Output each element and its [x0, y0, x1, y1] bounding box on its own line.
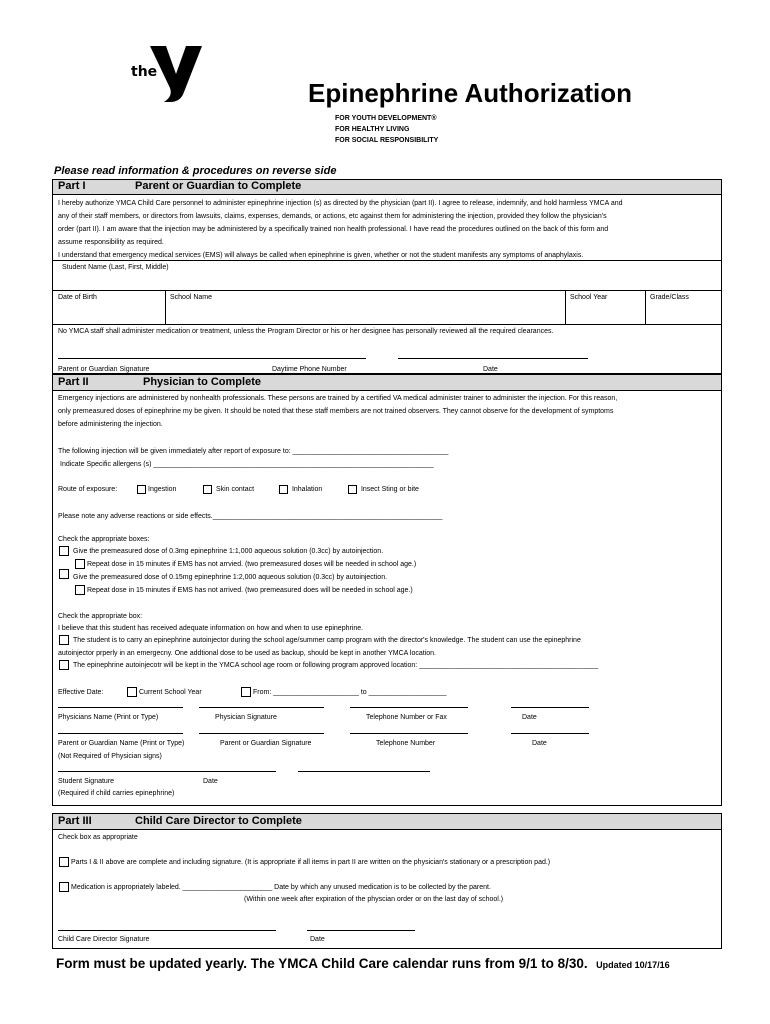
- phys-sig-line[interactable]: [199, 707, 324, 708]
- school-year-field[interactable]: School Year: [570, 294, 608, 301]
- page-title: Epinephrine Authorization: [308, 78, 633, 108]
- student-name-field[interactable]: Student Name (Last, First, Middle): [62, 264, 169, 271]
- part3-title: Child Care Director to Complete: [135, 815, 302, 827]
- part1-title: Parent or Guardian to Complete: [135, 180, 302, 192]
- part1-date-line[interactable]: [398, 358, 588, 359]
- part2-paragraph: [58, 392, 617, 431]
- allergens-line[interactable]: Indicate Specific allergens (s) ________________________________________________________________________: [60, 461, 434, 468]
- footer-main: Form must be updated yearly. The YMCA Child Care calendar runs from 9/1 to 8/30.: [56, 956, 588, 971]
- phys-name-line[interactable]: [58, 707, 183, 708]
- read-info: Please read information & procedures on reverse side: [54, 165, 337, 177]
- part1-date-label: Date: [483, 366, 498, 373]
- parent-sig-label: Parent or Guardian Signature: [58, 366, 150, 373]
- dose2-text: Give the premeasured dose of 0.15mg epinephrine 1:2,000 aqueous solution (0.3cc) by autoinjection.: [73, 574, 388, 581]
- no-ymca-note: No YMCA staff shall administer medication or treatment, unless the Program Director or his or her designee has personally reviewed all the required clearances.: [58, 328, 554, 335]
- phys-date-label: Date: [522, 714, 537, 721]
- parts-checkbox[interactable]: [59, 857, 69, 867]
- dose1-text: Give the premeasured dose of 0.3mg epinephrine 1:1,000 aqueous solution (0.3cc) by autoinjection.: [73, 548, 384, 555]
- phone-fax-label: Telephone Number or Fax: [366, 714, 447, 721]
- daytime-phone-label: Daytime Phone Number: [272, 366, 347, 373]
- route-label: Route of exposure:: [58, 486, 118, 493]
- director-date-label: Date: [310, 936, 325, 943]
- repeat2-checkbox[interactable]: [75, 585, 85, 595]
- carry-checkbox[interactable]: [59, 635, 69, 645]
- from-to-line[interactable]: From: ______________________ to ____________________: [253, 689, 447, 696]
- student-sig-label: Student Signature: [58, 778, 115, 785]
- part2-para-line: Emergency injections are administered by nonhealth professionals. These persons are trained by a certified VA medical administer trainer to administer the injection. For this reason,: [58, 395, 618, 402]
- part2-header: [53, 375, 721, 390]
- checkbox-icon[interactable]: [348, 485, 357, 494]
- director-date-line[interactable]: [307, 930, 415, 931]
- taglines: [335, 113, 438, 146]
- labeled-text[interactable]: Medication is appropriately labeled. _______________________ Date by which any unused medication is to be collected by the parent.: [71, 884, 491, 891]
- logo-the-text: the: [131, 64, 158, 80]
- phys-date-line[interactable]: [511, 707, 589, 708]
- part2-para-line: only premeasured doses of epinephrine my be given. It should be noted that these staff members are not trained observers. They cannot observe for the development of symptoms: [58, 408, 614, 415]
- director-sig-line[interactable]: [58, 930, 276, 931]
- dose2-checkbox[interactable]: [59, 569, 69, 579]
- part1-header: [53, 180, 721, 194]
- dose1-checkbox[interactable]: [59, 546, 69, 556]
- labeled-checkbox[interactable]: [59, 882, 69, 892]
- student-date-line[interactable]: [298, 771, 430, 772]
- carry-text: The student is to carry an epinephrine autoinjector during the school age/summer camp program with the director's knowledge. The student can use the epinephrine: [73, 637, 581, 644]
- part1-para-line: I hereby authorize YMCA Child Care personnel to administer epinephrine injection (s) as directed by the physician (part II). I agree to release, indemnify, and hold harmless YMCA and: [58, 200, 623, 207]
- tagline-2: FOR HEALTHY LIVING: [335, 126, 410, 133]
- logo-ymca-text: YMCA: [186, 83, 197, 99]
- route-inhalation-label: Inhalation: [291, 486, 323, 493]
- from-checkbox[interactable]: [241, 687, 251, 697]
- route-ingestion[interactable]: [137, 484, 176, 495]
- part3-label: Part III: [58, 815, 92, 827]
- route-skin-label: Skin contact: [215, 486, 255, 493]
- parent-sig2-line[interactable]: [199, 733, 324, 734]
- effective-date-label: Effective Date:: [58, 689, 104, 696]
- student-sig-line[interactable]: [58, 771, 276, 772]
- dob-field[interactable]: Date of Birth: [58, 294, 97, 301]
- grade-class-field[interactable]: Grade/Class: [650, 294, 689, 301]
- part1-para-line: I understand that emergency medical services (EMS) will always be called when epinephrine is given, whether or not the student manifests any symptoms of anaphylaxis.: [58, 252, 584, 259]
- part1-paragraph: [58, 197, 623, 262]
- believe-text: I believe that this student has received adequate information on how and when to use epinephrine.: [58, 625, 364, 632]
- parent-sig-line[interactable]: [58, 358, 366, 359]
- parent-date-label: Date: [532, 740, 547, 747]
- telephone-label: Telephone Number: [376, 740, 436, 747]
- current-year-checkbox[interactable]: [127, 687, 137, 697]
- repeat2-text: Repeat dose in 15 minutes if EMS has not arrived. (two premeasured does will be needed in school age.): [87, 587, 413, 594]
- repeat1-checkbox[interactable]: [75, 559, 85, 569]
- injection-line[interactable]: The following injection will be given immediately after report of exposure to: ________________________________________: [58, 448, 449, 455]
- checkbox-icon[interactable]: [137, 485, 146, 494]
- route-ingestion-label: Ingestion: [148, 486, 177, 493]
- part2-label: Part II: [58, 376, 89, 388]
- parent-sig2-label: Parent or Guardian Signature: [220, 740, 312, 747]
- not-required-note: (Not Required of Physician signs): [58, 753, 162, 760]
- footer-note: [56, 955, 670, 973]
- check-as-label: Check box as appropriate: [58, 834, 138, 841]
- part3-header: [53, 814, 721, 829]
- phys-sig-label: Physician Signature: [215, 714, 277, 721]
- footer-updated: Updated 10/17/16: [596, 960, 670, 970]
- carry-text-2: autoinjector prperly in an emergecny. One addtional dose to be used as backup, should be kept in another YMCA location.: [58, 650, 436, 657]
- route-inhalation[interactable]: [279, 484, 322, 495]
- part1-label: Part I: [58, 180, 86, 192]
- parent-name-line[interactable]: [58, 733, 183, 734]
- current-year-label: Current School Year: [139, 689, 202, 696]
- within-note: (Within one week after expiration of the physcian order or on the last day of school.): [244, 896, 504, 903]
- phys-phone-line[interactable]: [350, 707, 468, 708]
- part2-title: Physician to Complete: [143, 376, 261, 388]
- route-skin[interactable]: [203, 484, 254, 495]
- student-required-note: (Required if child carries epinephrine): [58, 790, 175, 797]
- part1-para-line: order (part II). I am aware that the injection may be administered by a specifically trained non health professional. I have read the procedures outlined on the back of this form and: [58, 226, 609, 233]
- checkbox-icon[interactable]: [279, 485, 288, 494]
- route-insect[interactable]: [348, 484, 419, 495]
- route-insect-label: Insect Sting or bite: [360, 486, 419, 493]
- parent-phone-line[interactable]: [350, 733, 468, 734]
- parts-complete-text: Parts I & II above are complete and including signature. (It is appropriate if all items in part II are written on the physician's stationary or a prescription pad.): [71, 859, 551, 866]
- ymca-logo: [128, 44, 208, 104]
- tagline-1: FOR YOUTH DEVELOPMENT®: [335, 115, 437, 122]
- part1-para-line: any of their staff members, or directors from lawsuits, claims, expenses, demands, or actions, etc against them for administering the injection, provided they follow the physician's: [58, 213, 607, 220]
- kept-text[interactable]: The epinephrine autoinjecotr will be kept in the YMCA school age room or following program approved location: ______________________________________________: [73, 662, 599, 669]
- repeat1-text: Repeat dose in 15 minutes if EMS has not arrvied. (two premeasured doses will be needed in school age.): [87, 561, 417, 568]
- adverse-line[interactable]: Please note any adverse reactions or side effects.___________________________________________________________: [58, 513, 443, 520]
- tagline-3: FOR SOCIAL RESPONSIBILITY: [335, 137, 439, 144]
- parent-date-line[interactable]: [511, 733, 589, 734]
- part1-para-line: assume responsibility as required.: [58, 239, 164, 246]
- student-date-label: Date: [203, 778, 218, 785]
- check-boxes-label: Check the appropriate boxes:: [58, 536, 150, 543]
- phys-name-label: Physicians Name (Print or Type): [58, 714, 159, 721]
- school-name-field[interactable]: School Name: [170, 294, 213, 301]
- part2-para-line: before administering the injection.: [58, 421, 163, 428]
- checkbox-icon[interactable]: [203, 485, 212, 494]
- parent-name-label: Parent or Guardian Name (Print or Type): [58, 740, 185, 747]
- check-box-label: Check the appropriate box:: [58, 613, 143, 620]
- director-sig-label: Child Care Director Signature: [58, 936, 150, 943]
- kept-checkbox[interactable]: [59, 660, 69, 670]
- part3-box: [52, 813, 722, 949]
